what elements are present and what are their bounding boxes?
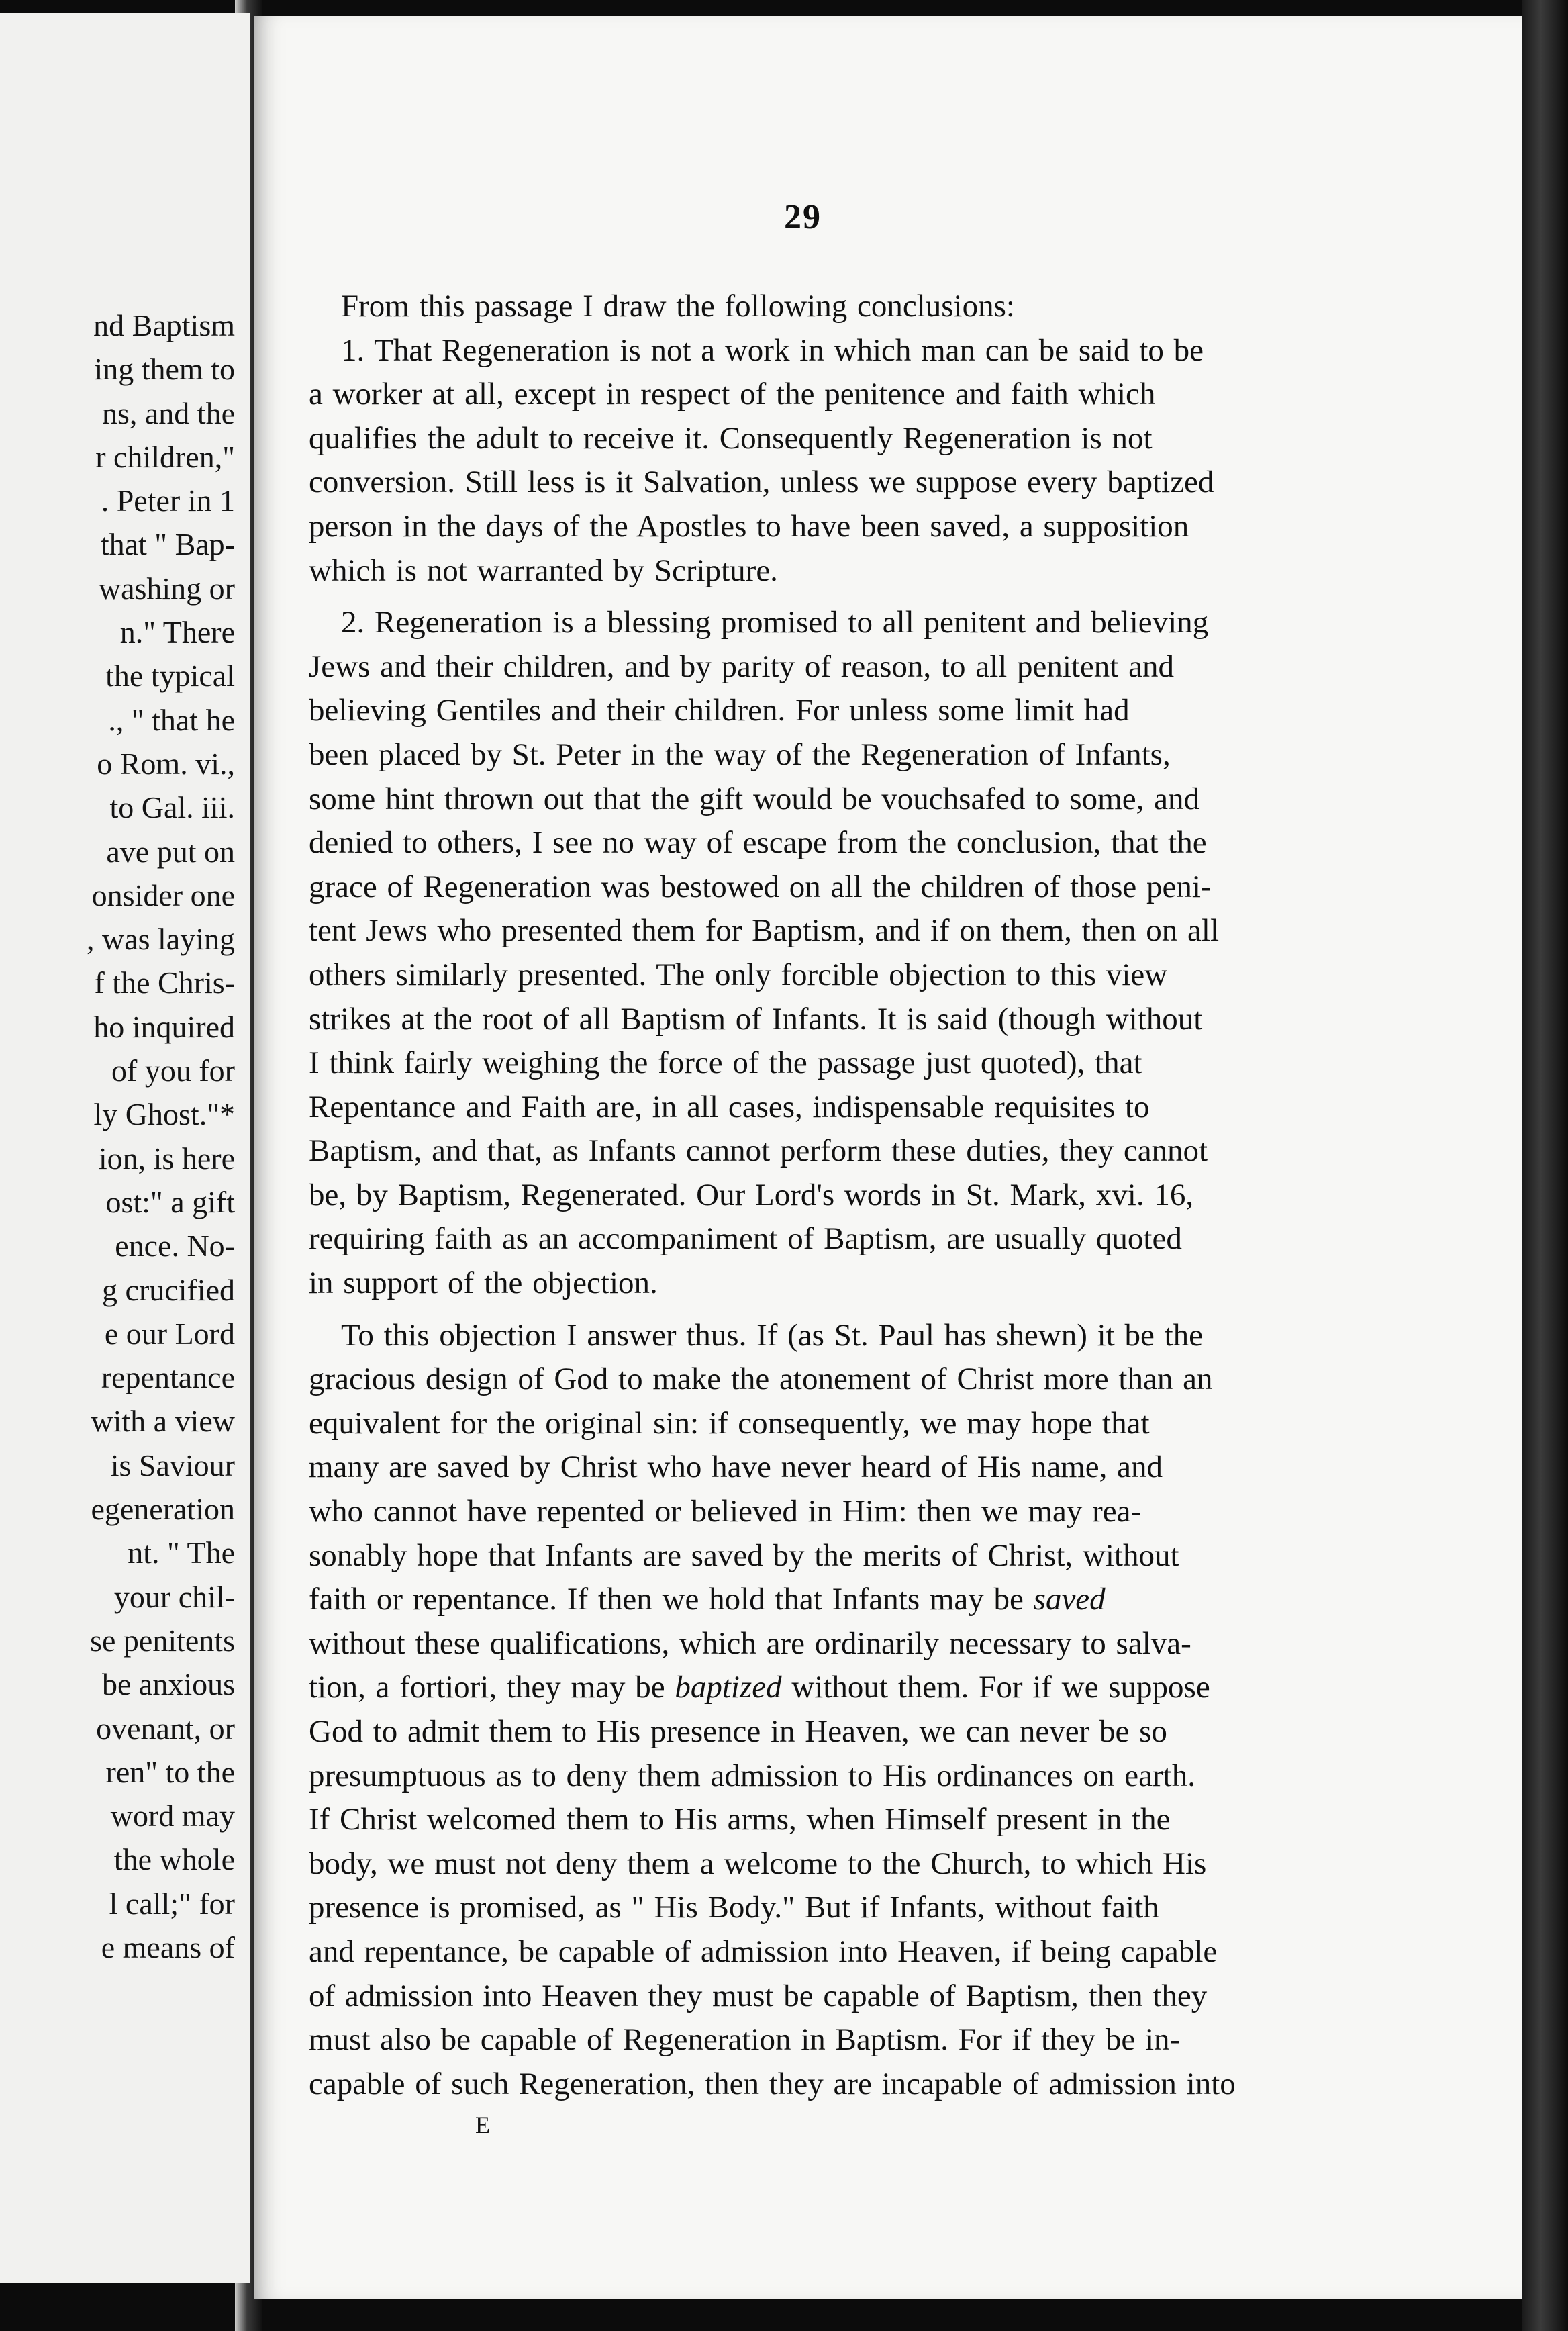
text-line: conversion. Still less is it Salvation, unless we suppose every baptized bbox=[309, 465, 1214, 500]
left-page-line: with a view bbox=[91, 1404, 235, 1439]
left-page-line: your chil- bbox=[113, 1579, 235, 1614]
text-line: be, by Baptism, Regenerated. Our Lord's words in St. Mark, xvi. 16, bbox=[309, 1177, 1194, 1212]
left-page-line: e our Lord bbox=[104, 1316, 235, 1351]
left-page-line: the typical bbox=[105, 659, 235, 694]
text-line: Repentance and Faith are, in all cases, indispensable requisites to bbox=[309, 1089, 1150, 1125]
text-line: believing Gentiles and their children. For unless some limit had bbox=[309, 693, 1130, 728]
text-line: many are saved by Christ who have never heard of His name, and bbox=[309, 1449, 1163, 1485]
page-number: 29 bbox=[784, 198, 822, 236]
left-page bbox=[0, 13, 250, 2283]
left-page-line: be anxious bbox=[101, 1667, 235, 1702]
left-page-line: that " Bap- bbox=[100, 527, 235, 562]
left-page-line: ren" to the bbox=[105, 1754, 235, 1789]
text-line: been placed by St. Peter in the way of the Regeneration of Infants, bbox=[309, 736, 1171, 772]
text-line: presumptuous as to deny them admission to His ordinances on earth. bbox=[309, 1758, 1195, 1793]
left-page-line: ns, and the bbox=[101, 395, 235, 430]
text-line: God to admit them to His presence in Heaven, we can never be so bbox=[309, 1714, 1167, 1749]
text-line: capable of such Regeneration, then they are incapable of admission into bbox=[309, 2066, 1236, 2101]
left-page-line: nt. " The bbox=[128, 1535, 235, 1570]
left-page-line: ., " that he bbox=[108, 702, 235, 737]
text-line: To this objection I answer thus. If (as St. Paul has shewn) it be the bbox=[341, 1317, 1203, 1353]
text-line: denied to others, I see no way of escape from the conclusion, that the bbox=[309, 825, 1207, 861]
text-line: without these qualifications, which are ordinarily necessary to salva- bbox=[309, 1625, 1191, 1661]
text-line: tent Jews who presented them for Baptism, and if on them, then on all bbox=[309, 913, 1220, 949]
text-line: 1. That Regeneration is not a work in which man can be said to be bbox=[341, 332, 1204, 368]
page-edge bbox=[1522, 0, 1568, 2331]
left-page-line: ho inquired bbox=[93, 1009, 235, 1044]
text-line: I think fairly weighing the force of the passage just quoted), that bbox=[309, 1045, 1142, 1081]
text-line: faith or repentance. If then we hold that Infants may be saved bbox=[309, 1582, 1106, 1617]
text-line: which is not warranted by Scripture. bbox=[309, 553, 778, 588]
left-page-line: l call;" for bbox=[109, 1886, 235, 1921]
text-line: body, we must not deny them a welcome to the Church, to which His bbox=[309, 1846, 1207, 1881]
left-page-line: , was laying bbox=[86, 922, 235, 957]
left-page-line: the whole bbox=[113, 1842, 235, 1877]
text-line: equivalent for the original sin: if consequently, we may hope that bbox=[309, 1405, 1150, 1441]
text-line: gracious design of God to make the atonement of Christ more than an bbox=[309, 1362, 1213, 1397]
left-page-line: ly Ghost."* bbox=[93, 1097, 235, 1132]
left-page-line: ion, is here bbox=[98, 1141, 235, 1176]
text-line: If Christ welcomed them to His arms, when Himself present in the bbox=[309, 1802, 1171, 1838]
left-page-line: word may bbox=[110, 1799, 235, 1834]
left-page-line: n." There bbox=[119, 615, 235, 650]
text-line: in support of the objection. bbox=[309, 1266, 658, 1301]
body-text bbox=[309, 285, 1522, 2106]
text-line: of admission into Heaven they must be capable of Baptism, then they bbox=[309, 1978, 1208, 2013]
left-page-line: ave put on bbox=[106, 834, 235, 869]
left-page-line: washing or bbox=[98, 571, 235, 606]
left-page-line: e means of bbox=[101, 1930, 235, 1964]
left-page-line: nd Baptism bbox=[93, 308, 235, 342]
left-page-line: r children," bbox=[95, 439, 235, 474]
left-page-line: ovenant, or bbox=[96, 1711, 235, 1746]
signature-mark: E bbox=[475, 2111, 490, 2138]
left-page-line: repentance bbox=[101, 1360, 235, 1395]
left-page-line: is Saviour bbox=[110, 1447, 235, 1482]
text-line: 2. Regeneration is a blessing promised to all penitent and believing bbox=[341, 605, 1209, 640]
text-line: grace of Regeneration was bestowed on all the children of those peni- bbox=[309, 869, 1212, 904]
left-page-line: f the Chris- bbox=[94, 965, 235, 1000]
text-line: Jews and their children, and by parity of reason, to all penitent and bbox=[309, 649, 1174, 684]
left-page-line: ence. No- bbox=[115, 1229, 235, 1264]
text-line: and repentance, be capable of admission into Heaven, if being capable bbox=[309, 1934, 1218, 1969]
text-line: a worker at all, except in respect of the penitence and faith which bbox=[309, 377, 1156, 412]
text-line: requiring faith as an accompaniment of Baptism, are usually quoted bbox=[309, 1221, 1182, 1257]
text-line: presence is promised, as " His Body." But if Infants, without faith bbox=[309, 1890, 1159, 1925]
left-page-line: egeneration bbox=[91, 1492, 235, 1527]
left-page-line: ost:" a gift bbox=[105, 1184, 235, 1219]
left-page-line: ing them to bbox=[94, 352, 235, 387]
left-page-line: o Rom. vi., bbox=[97, 746, 235, 781]
left-page-line: of you for bbox=[111, 1053, 235, 1088]
text-line: person in the days of the Apostles to have been saved, a supposition bbox=[309, 508, 1189, 544]
left-page-line: onsider one bbox=[91, 877, 235, 912]
text-line: strikes at the root of all Baptism of Infants. It is said (though without bbox=[309, 1001, 1203, 1037]
left-page-line: se penitents bbox=[90, 1623, 235, 1658]
text-line: who cannot have repented or believed in Him: then we may rea- bbox=[309, 1494, 1142, 1529]
left-page-line: to Gal. iii. bbox=[109, 790, 235, 825]
left-page-line: g crucified bbox=[102, 1272, 235, 1307]
left-page-line: . Peter in 1 bbox=[101, 483, 235, 518]
text-line: others similarly presented. The only forcible objection to this view bbox=[309, 957, 1168, 992]
text-line: tion, a fortiori, they may be baptized without them. For if we suppose bbox=[309, 1670, 1210, 1705]
left-page-text bbox=[87, 303, 235, 1969]
text-line: qualifies the adult to receive it. Consequently Regeneration is not bbox=[309, 420, 1153, 456]
text-line: Baptism, and that, as Infants cannot perform these duties, they cannot bbox=[309, 1133, 1208, 1169]
text-line: sonably hope that Infants are saved by the merits of Christ, without bbox=[309, 1537, 1179, 1573]
right-page bbox=[254, 16, 1522, 2299]
text-line: must also be capable of Regeneration in Baptism. For if they be in- bbox=[309, 2022, 1181, 2058]
text-line: From this passage I draw the following conclusions: bbox=[341, 289, 1015, 324]
text-line: some hint thrown out that the gift would be vouchsafed to some, and bbox=[309, 781, 1199, 816]
